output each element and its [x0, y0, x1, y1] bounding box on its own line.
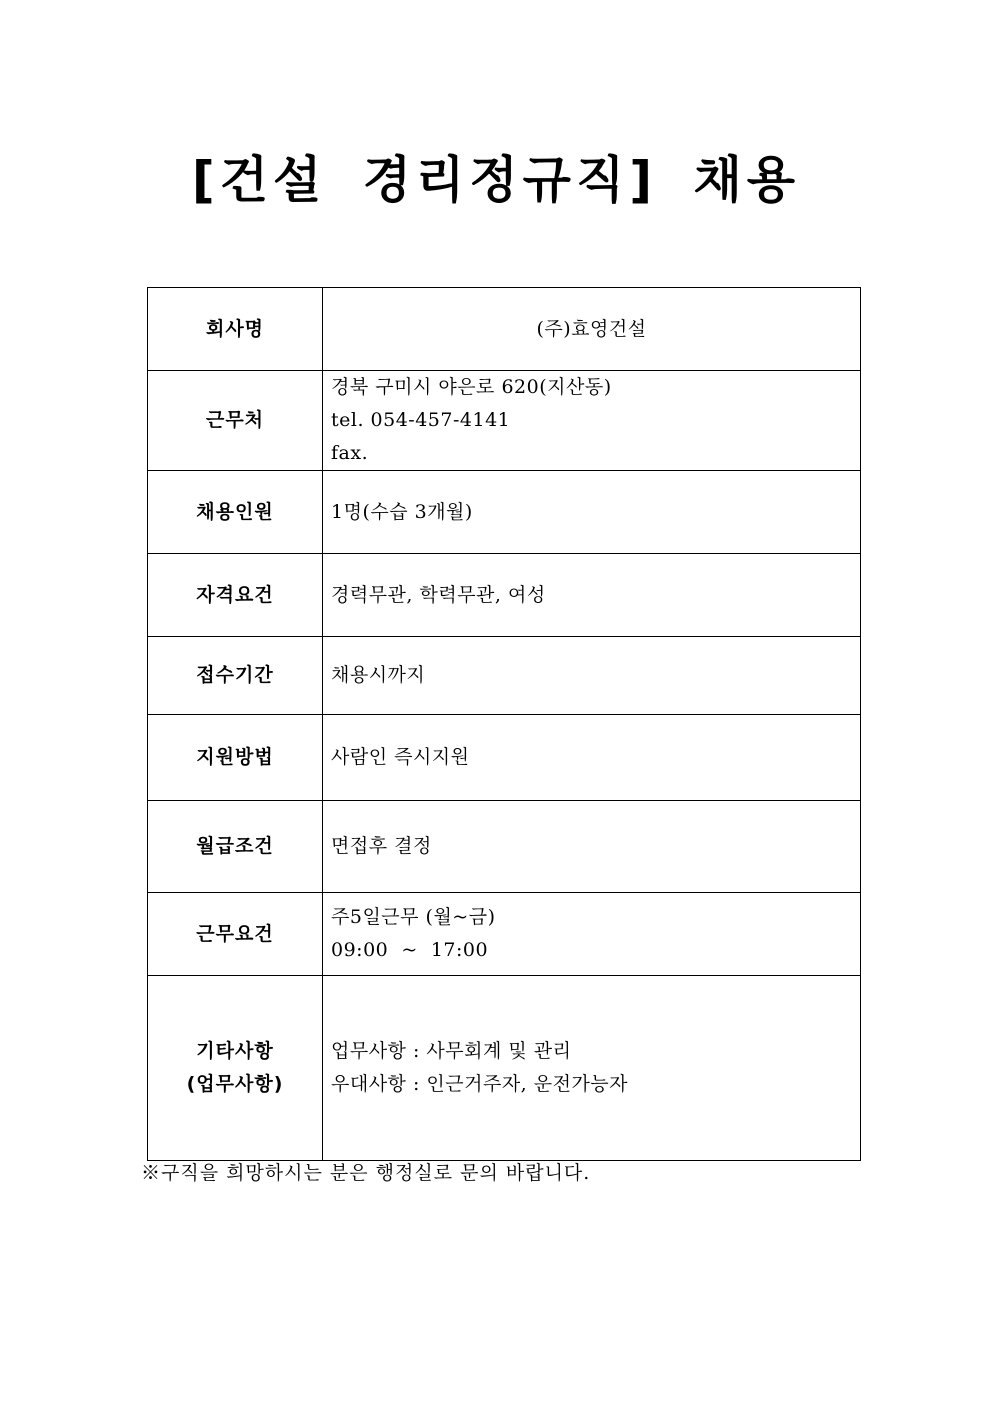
label-application-method: 지원방법 — [148, 715, 323, 801]
value-line-fax: fax. — [331, 442, 369, 464]
label-workplace: 근무처 — [148, 371, 323, 471]
label-line: (업무사항) — [186, 1073, 284, 1095]
table-row-qualification — [148, 554, 861, 637]
value-line: 면접후 결정 — [331, 835, 432, 857]
table-row-application-method — [148, 715, 861, 801]
label-qualification: 자격요건 — [148, 554, 323, 637]
value-other — [323, 976, 861, 1161]
value-line: 사람인 즉시지원 — [331, 746, 470, 768]
value-qualification — [323, 554, 861, 637]
table-row-workplace — [148, 371, 861, 471]
value-line-hours: 09:00 ~ 17:00 — [331, 939, 489, 961]
value-line: (주)효영건설 — [536, 317, 647, 340]
table-row-application-period — [148, 637, 861, 715]
value-company — [323, 288, 861, 371]
document-title: [건설 경리정규직] 채용 — [191, 151, 801, 209]
table-row-other — [148, 976, 861, 1161]
value-line-days: 주5일근무 (월~금) — [331, 906, 496, 928]
value-application-method — [323, 715, 861, 801]
value-application-period — [323, 637, 861, 715]
label-company: 회사명 — [148, 288, 323, 371]
label-headcount: 채용인원 — [148, 471, 323, 554]
table-row-headcount — [148, 471, 861, 554]
value-line-duties: 업무사항 : 사무회계 및 관리 — [331, 1040, 572, 1062]
value-salary — [323, 801, 861, 893]
table-row-work-conditions — [148, 893, 861, 976]
value-workplace — [323, 371, 861, 471]
label-work-conditions: 근무요건 — [148, 893, 323, 976]
value-line-address: 경북 구미시 야은로 620(지산동) — [331, 376, 612, 398]
value-line: 경력무관, 학력무관, 여성 — [331, 583, 546, 606]
value-work-conditions — [323, 893, 861, 976]
value-line: 채용시까지 — [331, 664, 426, 686]
job-info-table — [147, 287, 861, 1161]
value-headcount — [323, 471, 861, 554]
value-line: 1명(수습 3개월) — [331, 500, 473, 523]
footnote: ※구직을 희망하시는 분은 행정실로 문의 바랍니다. — [141, 1162, 591, 1184]
label-line: 기타사항 — [196, 1040, 274, 1062]
value-line-preferred: 우대사항 : 인근거주자, 운전가능자 — [331, 1073, 629, 1095]
table-row-salary — [148, 801, 861, 893]
table-row-company — [148, 288, 861, 371]
value-line-tel: tel. 054-457-4141 — [331, 409, 511, 431]
label-salary: 월급조건 — [148, 801, 323, 893]
label-other — [148, 976, 323, 1161]
label-application-period: 접수기간 — [148, 637, 323, 715]
